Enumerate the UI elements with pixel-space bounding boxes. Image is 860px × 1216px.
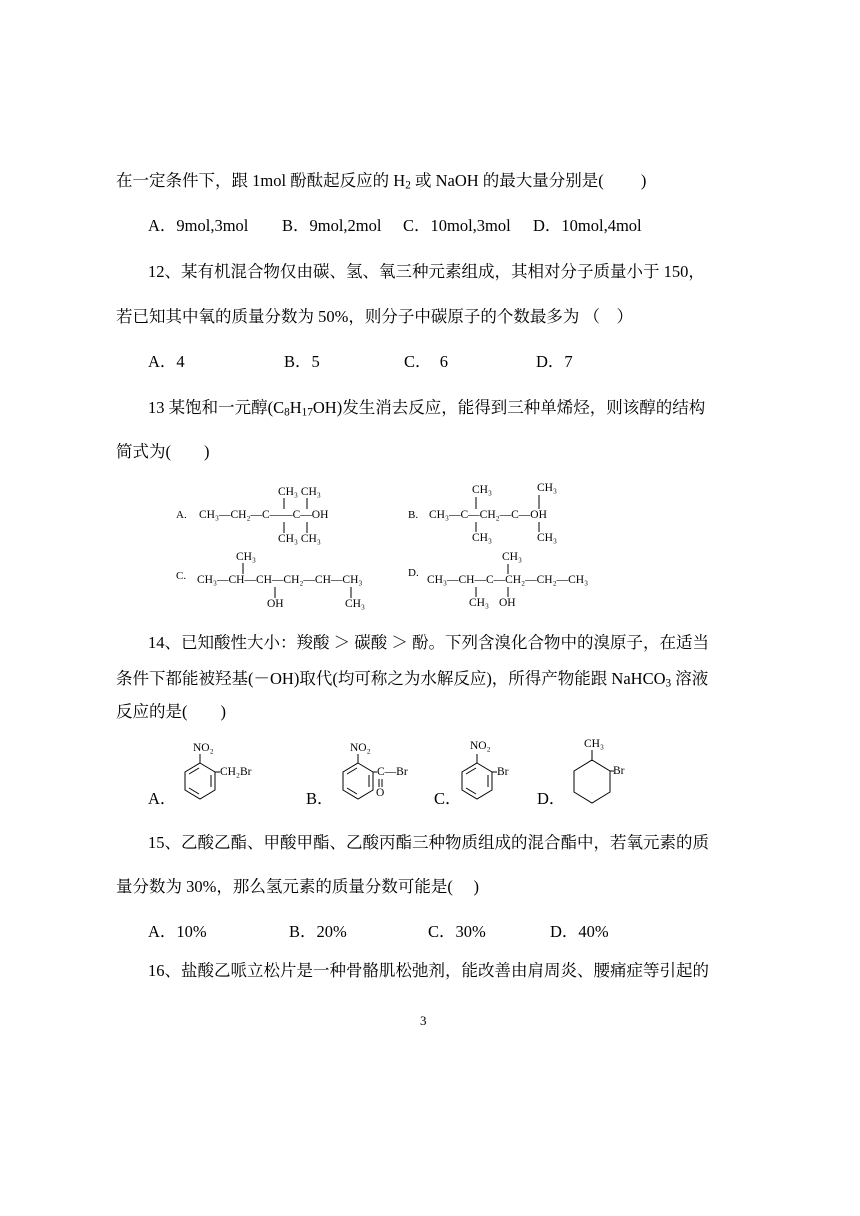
q14-d-group1: CH₃ — [584, 738, 604, 750]
q11-option-c: C．10mol,3mol — [403, 216, 511, 235]
q14-b-group2: C—Br — [377, 766, 408, 778]
q13-c-main: CH₃—CH—CH—CH₂—CH—CH₃ — [197, 574, 363, 586]
q12-stem-line2: 若已知其中氧的质量分数为 50%，则分子中碳原子的个数最多为 （ ） — [116, 307, 633, 326]
q13-b-top2: CH₃ — [537, 482, 557, 494]
q14-d-group2: Br — [613, 765, 625, 777]
q14-a-group1: NO₂ — [193, 742, 214, 754]
q15-stem-line2: 量分数为 30%，那么氢元素的质量分数可能是( ) — [116, 877, 479, 896]
q13-d-label: D. — [408, 567, 419, 579]
q13-a-bottom: CH₃ CH₃ — [278, 533, 321, 545]
q13-d-top: CH₃ — [502, 551, 522, 563]
q13-b-main: CH₃—C—CH₂—C—OH — [429, 509, 547, 521]
q14-b-group1: NO₂ — [350, 742, 371, 754]
q13-b-bottom1: CH₃ — [472, 532, 492, 544]
q14-a-label: A． — [148, 789, 177, 808]
q14-stem-line1: 14、已知酸性大小：羧酸 ＞ 碳酸 ＞ 酚。下列含溴化合物中的溴原子，在适当 — [148, 633, 709, 652]
q13-d-bottom1: CH₃ — [469, 597, 489, 609]
q15-option-a: A．10% — [148, 922, 207, 941]
q13-c-label: C. — [176, 570, 187, 582]
q14-a-group2: CH₂Br — [220, 766, 252, 778]
q14-b-group3: O — [376, 787, 385, 799]
q11-option-a: A．9mol,3mol — [148, 216, 249, 235]
cyclohexane-ring-icon — [0, 0, 1, 1]
q15-stem-line1: 15、乙酸乙酯、甲酸甲酯、乙酸丙酯三种物质组成的混合酯中，若氧元素的质 — [148, 833, 709, 852]
q14-stem-line3: 反应的是( ) — [116, 702, 226, 721]
q11-stem: 在一定条件下，跟 1mol 酚酞起反应的 $H_2$ 或 NaOH 的最大量分别是( ) — [116, 171, 647, 192]
q13-b-label: B. — [408, 509, 419, 521]
q12-option-b: B．5 — [284, 352, 320, 371]
q13-b-top1: CH₃ — [472, 484, 492, 496]
q14-stem-line2: 条件下都能被羟基(－OH)取代(均可称之为水解反应)，所得产物能跟 NaHCO$_3$ 溶液 — [116, 669, 709, 690]
q11-option-b: B．9mol,2mol — [282, 216, 382, 235]
q13-b-bottom2: CH₃ — [537, 532, 557, 544]
q13-c-bottom1: OH — [267, 598, 284, 610]
q12-option-c: C． 6 — [404, 352, 449, 371]
q12-option-a: A．4 — [148, 352, 185, 371]
q11-option-d: D．10mol,4mol — [533, 216, 642, 235]
q14-c-group1: NO₂ — [470, 740, 491, 752]
q13-c-bottom2: CH₃ — [345, 598, 365, 610]
q14-c-group2: Br — [497, 766, 509, 778]
q13-d-bottom2: OH — [499, 597, 516, 609]
q14-b-label: B． — [306, 789, 334, 808]
q13-stem-line2: 简式为( ) — [116, 442, 210, 461]
q15-option-b: B．20% — [289, 922, 347, 941]
q12-stem-line1: 12、某有机混合物仅由碳、氢、氧三种元素组成，其相对分子质量小于 150， — [148, 262, 705, 281]
q13-d-main: CH₃—CH—C—CH₂—CH₂—CH₃ — [427, 574, 589, 586]
q12-option-d: D．7 — [536, 352, 573, 371]
page-number: 3 — [420, 1013, 427, 1028]
q13-c-top: CH₃ — [236, 551, 256, 563]
q13-a-label: A. — [176, 509, 187, 521]
q15-option-c: C．30% — [428, 922, 486, 941]
q13-a-main: CH₃—CH₂—C——C—OH — [199, 509, 329, 521]
q14-c-label: C． — [434, 789, 462, 808]
q13-stem-line1: 13 某饱和一元醇$(C_8H_{17}OH)$发生消去反应，能得到三种单烯烃，则该醇的结构 — [148, 398, 706, 419]
q16-stem-line1: 16、盐酸乙哌立松片是一种骨骼肌松弛剂，能改善由肩周炎、腰痛症等引起的 — [148, 961, 709, 980]
q14-d-label: D． — [537, 789, 566, 808]
q15-option-d: D．40% — [550, 922, 609, 941]
q13-a-top: CH₃ CH₃ — [278, 486, 321, 498]
